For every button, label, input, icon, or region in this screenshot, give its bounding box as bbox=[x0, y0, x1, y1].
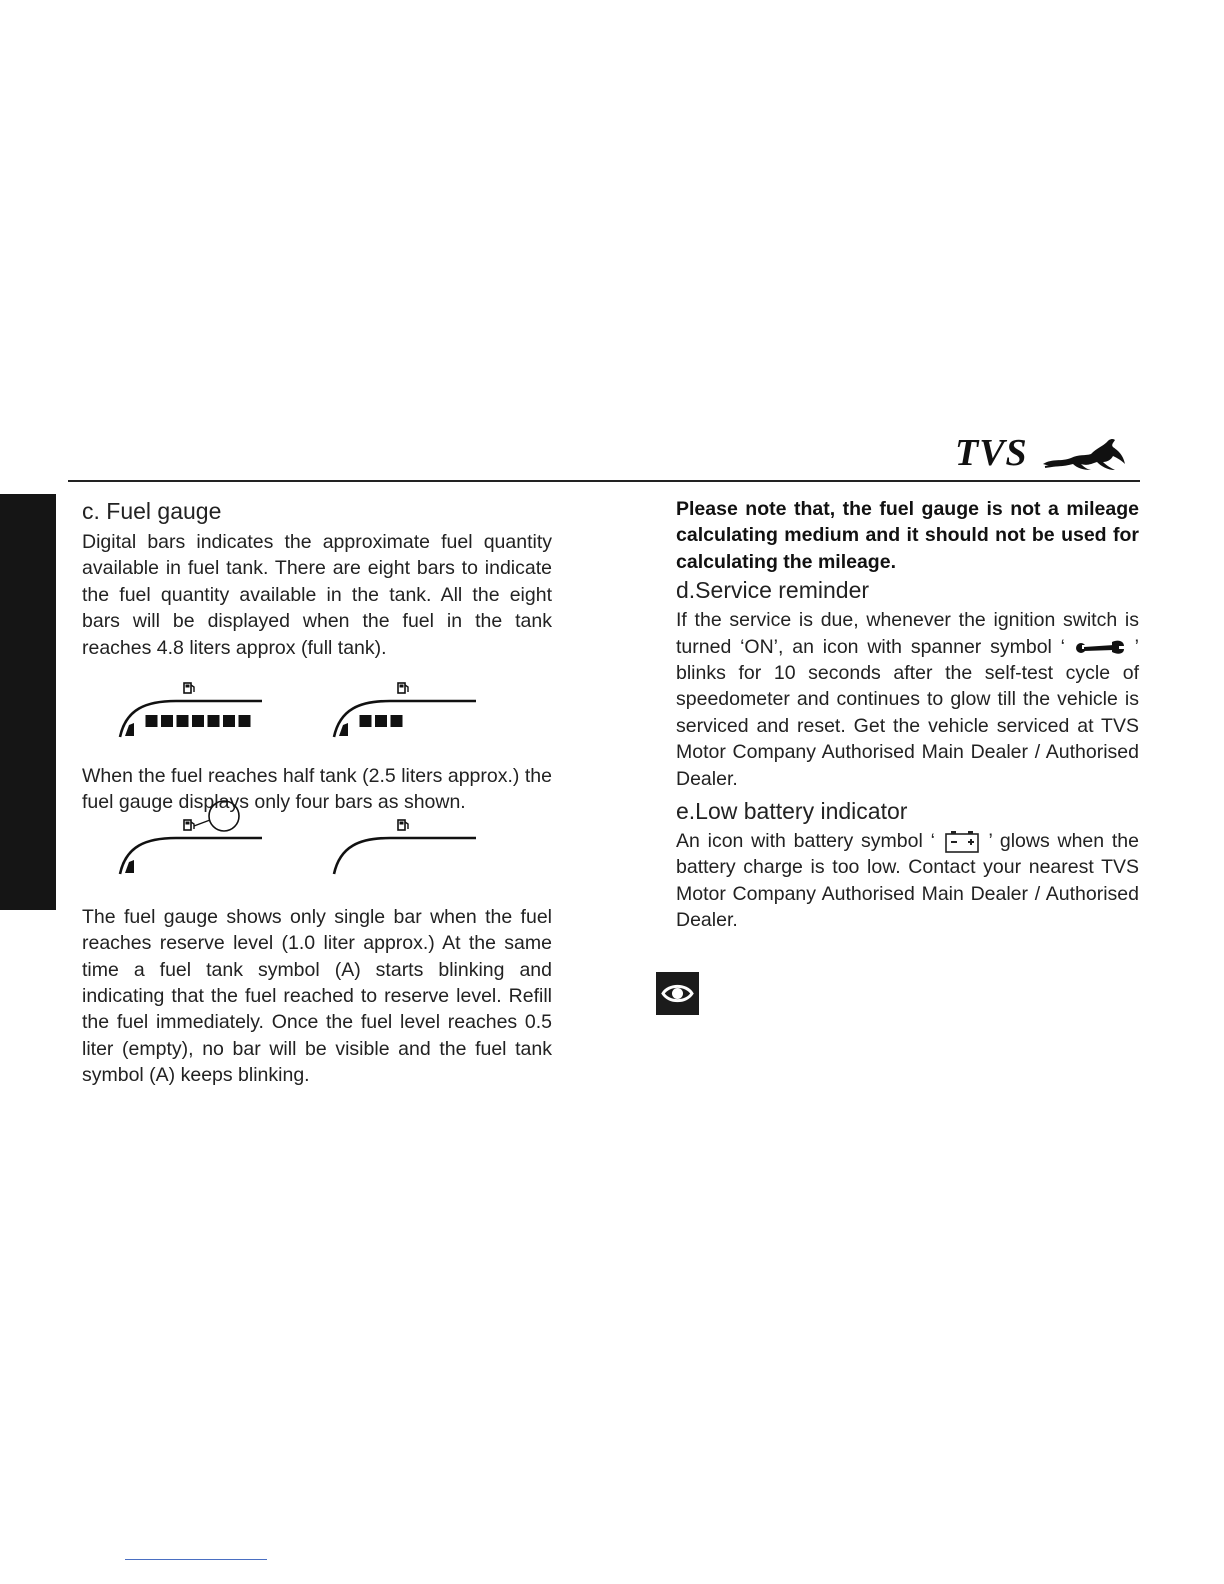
eye-icon bbox=[656, 972, 699, 1015]
fuel-gauge-half bbox=[330, 679, 490, 739]
service-reminder-heading: d.Service reminder bbox=[676, 577, 870, 604]
fuel-gauge-para-3: The fuel gauge shows only single bar when the fuel reaches reserve level (1.0 liter approx.) At the same time a fuel tank symbol (A) starts blinking and indicating that the fuel reached to reserve level. Refill the fuel immediately. Once the fuel level reaches 0.5 liter (empty), no bar will be visible and the fuel tank symbol (A) keeps blinking. bbox=[82, 905, 552, 1087]
fuel-pump-icon bbox=[184, 683, 194, 693]
service-text-end: ’ blinks for 10 seconds after the self-test cycle of speedometer and continues to glow till the vehicle is serviced and reset. Get the vehicle serviced at TVS Motor Company Authorised Main Dealer / Authorised Dealer. bbox=[676, 635, 1139, 790]
fuel-bar bbox=[208, 715, 220, 727]
fuel-bar bbox=[192, 715, 204, 727]
brand-logo bbox=[955, 432, 1130, 474]
fuel-gauge-empty bbox=[330, 816, 490, 876]
spanner-icon bbox=[1074, 639, 1126, 655]
fuel-bar bbox=[360, 715, 372, 727]
fuel-gauge-full bbox=[116, 679, 276, 739]
fuel-gauge-para-1: Digital bars indicates the approximate fuel quantity available in fuel tank. There are eight bars to indicate the fuel quantity available in the tank. All the eight bars will be displayed when the fuel in the tank reaches 4.8 liters approx (full tank). bbox=[82, 531, 552, 659]
gauge-graphic-reserve bbox=[116, 816, 276, 876]
fuel-bar bbox=[146, 715, 158, 727]
battery-text-start: An icon with battery symbol ‘ bbox=[676, 830, 935, 853]
fuel-gauge-note: Please note that, the fuel gauge is not a mileage calculating medium and it should not be used for calculating the mileage. bbox=[676, 498, 1139, 573]
fuel-pump-icon bbox=[398, 820, 408, 830]
fuel-bar bbox=[339, 723, 348, 736]
fuel-bar bbox=[391, 715, 403, 727]
fuel-pump-icon bbox=[184, 820, 194, 830]
gauge-outline bbox=[334, 701, 476, 737]
low-battery-heading: e.Low battery indicator bbox=[676, 798, 908, 825]
header-rule bbox=[68, 480, 1140, 482]
fuel-bar bbox=[125, 723, 134, 736]
gauge-outline bbox=[334, 838, 476, 874]
right-column bbox=[676, 496, 1139, 934]
gauge-outline bbox=[120, 838, 262, 874]
left-column bbox=[82, 496, 552, 1089]
fuel-bar bbox=[161, 715, 173, 727]
fuel-gauge-heading: c. Fuel gauge bbox=[82, 498, 222, 524]
battery-text-end: ’ glows when the battery charge is too low. Contact your nearest TVS Motor Company Authorised Main Dealer / Authorised Dealer. bbox=[676, 830, 1139, 932]
fuel-gauge-reserve bbox=[116, 816, 276, 876]
side-tab bbox=[0, 494, 56, 910]
gauge-row-2 bbox=[82, 786, 552, 896]
symbol-highlight-circle bbox=[209, 801, 239, 831]
service-reminder-text bbox=[676, 607, 1139, 792]
fuel-gauge-para-2: When the fuel reaches half tank (2.5 liters approx.) the fuel gauge displays only four bars as shown. bbox=[82, 765, 552, 814]
gauge-row-1 bbox=[82, 667, 552, 763]
gauge-graphic-half bbox=[330, 679, 490, 739]
eye-icon-box bbox=[656, 972, 699, 1015]
service-text-start: If the service is due, whenever the ignition switch is turned ‘ON’, an icon with spanner symbol ‘ bbox=[676, 609, 1139, 658]
fuel-bar bbox=[239, 715, 251, 727]
fuel-bar bbox=[125, 860, 134, 873]
horse-icon bbox=[1041, 434, 1127, 472]
battery-icon bbox=[943, 830, 981, 854]
gauge-graphic-empty bbox=[330, 816, 490, 876]
footer-link-line bbox=[125, 1559, 267, 1560]
fuel-bar bbox=[375, 715, 387, 727]
fuel-bar bbox=[177, 715, 189, 727]
gauge-graphic-full bbox=[116, 679, 276, 739]
fuel-pump-icon bbox=[398, 683, 408, 693]
low-battery-text bbox=[676, 828, 1139, 934]
symbol-leader-line bbox=[194, 820, 210, 826]
brand-logo-text: TVS bbox=[955, 432, 1028, 474]
fuel-bar bbox=[223, 715, 235, 727]
